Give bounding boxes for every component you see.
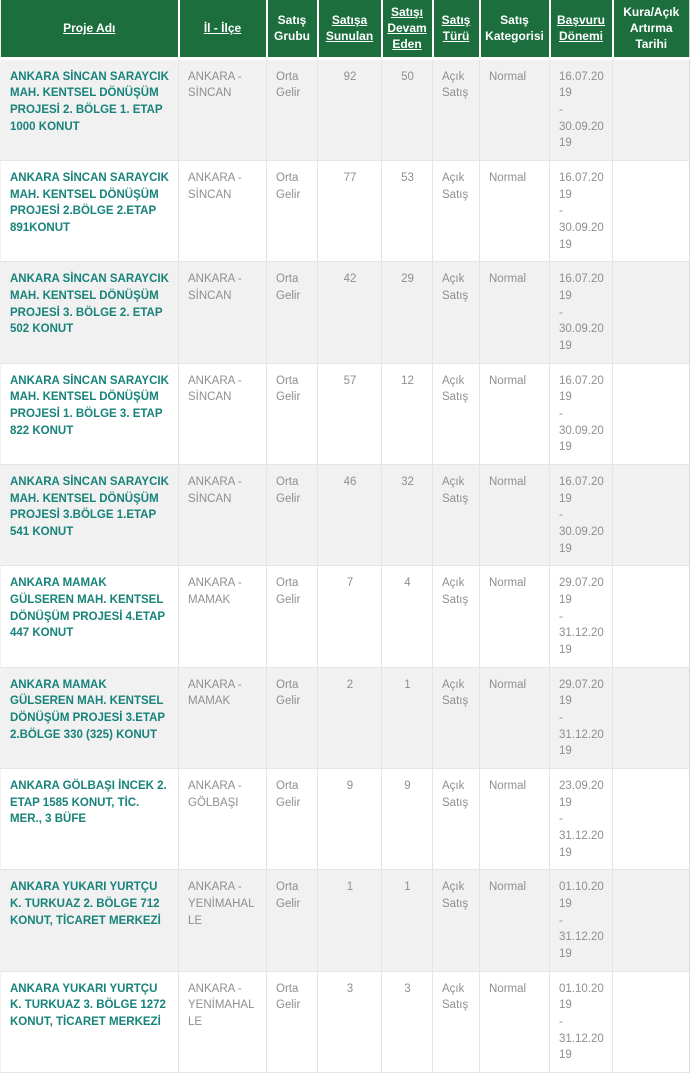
sales-group-cell: Orta Gelir (267, 58, 318, 160)
project-name-cell (1, 58, 179, 160)
lottery-date-cell (613, 58, 690, 160)
sales-type-cell: Açık Satış (433, 971, 480, 1072)
project-name-cell (1, 566, 179, 667)
project-link[interactable]: ANKARA SİNCAN SARAYCIK MAH. KENTSEL DÖNÜŞÜM PROJESİ 3. BÖLGE 2. ETAP 502 KONUT (10, 273, 169, 336)
column-header-basvuru-donemi (550, 0, 613, 58)
column-header-satisa-sunulan (318, 0, 382, 58)
project-name-cell (1, 667, 179, 768)
period-end-date: 31.12.2019 (559, 728, 604, 758)
column-header-satisi-devam-eden (382, 0, 433, 58)
sales-type-cell: Açık Satış (433, 58, 480, 160)
sales-group-cell: Orta Gelir (267, 870, 318, 971)
ongoing-count-cell: 29 (382, 262, 433, 363)
sales-type-cell: Açık Satış (433, 262, 480, 363)
project-name-cell (1, 769, 179, 870)
lottery-date-cell (613, 870, 690, 971)
application-period-cell (550, 262, 613, 363)
column-header-proje-adi (1, 0, 179, 58)
province-district-cell: ANKARA - GÖLBAŞI (179, 769, 267, 870)
sales-group-cell: Orta Gelir (267, 769, 318, 870)
period-end-date: 30.09.2019 (559, 526, 604, 555)
sales-category-cell: Normal (480, 262, 550, 363)
offered-count-cell: 57 (318, 363, 382, 464)
offered-count-cell: 1 (318, 870, 382, 971)
period-separator: - (559, 813, 563, 826)
label-satis-grubu: Satış Grubu (274, 13, 310, 44)
table-row (1, 971, 690, 1072)
province-district-cell: ANKARA - YENİMAHALLE (179, 971, 267, 1072)
ongoing-count-cell: 9 (382, 769, 433, 870)
project-link[interactable]: ANKARA YUKARI YURTÇU K. TURKUAZ 3. BÖLGE 1272 KONUT, TİCARET MERKEZİ (10, 982, 166, 1029)
project-name-cell (1, 160, 179, 261)
label-kura-tarihi: Kura/Açık Artırma Tarihi (623, 5, 680, 52)
ongoing-count-cell: 4 (382, 566, 433, 667)
lottery-date-cell (613, 160, 690, 261)
period-separator: - (559, 610, 563, 623)
sales-group-cell: Orta Gelir (267, 566, 318, 667)
sort-link-il-ilce[interactable]: İl - İlçe (203, 21, 242, 36)
province-district-cell: ANKARA - YENİMAHALLE (179, 870, 267, 971)
project-link[interactable]: ANKARA SİNCAN SARAYCIK MAH. KENTSEL DÖNÜŞÜM PROJESİ 2. BÖLGE 1. ETAP 1000 KONUT (10, 70, 169, 133)
column-header-kura-tarihi (613, 0, 690, 58)
sales-type-cell: Açık Satış (433, 769, 480, 870)
sales-category-cell: Normal (480, 870, 550, 971)
sales-group-cell: Orta Gelir (267, 160, 318, 261)
period-separator: - (559, 509, 563, 522)
lottery-date-cell (613, 465, 690, 566)
period-start-date: 16.07.2019 (559, 476, 604, 505)
project-name-cell (1, 262, 179, 363)
period-start-date: 16.07.2019 (559, 273, 604, 302)
sales-type-cell: Açık Satış (433, 566, 480, 667)
ongoing-count-cell: 12 (382, 363, 433, 464)
sales-category-cell: Normal (480, 363, 550, 464)
project-link[interactable]: ANKARA MAMAK GÜLSEREN MAH. KENTSEL DÖNÜŞÜM PROJESİ 4.ETAP 447 KONUT (10, 577, 165, 640)
column-header-il-ilce (179, 0, 267, 58)
project-link[interactable]: ANKARA YUKARI YURTÇU K. TURKUAZ 2. BÖLGE 712 KONUT, TİCARET MERKEZİ (10, 881, 161, 927)
offered-count-cell: 7 (318, 566, 382, 667)
application-period-cell (550, 465, 613, 566)
lottery-date-cell (613, 566, 690, 667)
period-separator: - (559, 914, 563, 927)
offered-count-cell: 42 (318, 262, 382, 363)
table-row (1, 465, 690, 566)
province-district-cell: ANKARA - SİNCAN (179, 58, 267, 160)
application-period-cell (550, 58, 613, 160)
sales-category-cell: Normal (480, 667, 550, 768)
lottery-date-cell (613, 971, 690, 1072)
offered-count-cell: 3 (318, 971, 382, 1072)
sales-group-cell: Orta Gelir (267, 971, 318, 1072)
period-end-date: 30.09.2019 (559, 120, 604, 150)
table-header (1, 0, 690, 58)
project-name-cell (1, 465, 179, 566)
sales-category-cell: Normal (480, 160, 550, 261)
sales-category-cell: Normal (480, 769, 550, 870)
table-header-row (1, 0, 690, 58)
sales-category-cell: Normal (480, 58, 550, 160)
offered-count-cell: 77 (318, 160, 382, 261)
province-district-cell: ANKARA - MAMAK (179, 566, 267, 667)
table-row (1, 262, 690, 363)
province-district-cell: ANKARA - SİNCAN (179, 160, 267, 261)
province-district-cell: ANKARA - SİNCAN (179, 262, 267, 363)
table-row (1, 363, 690, 464)
sales-group-cell: Orta Gelir (267, 667, 318, 768)
lottery-date-cell (613, 262, 690, 363)
period-end-date: 31.12.2019 (559, 627, 604, 657)
sales-group-cell: Orta Gelir (267, 363, 318, 464)
sort-link-basvuru-donemi[interactable]: Başvuru Dönemi (556, 13, 606, 44)
lottery-date-cell (613, 363, 690, 464)
province-district-cell: ANKARA - SİNCAN (179, 363, 267, 464)
application-period-cell (550, 870, 613, 971)
sales-type-cell: Açık Satış (433, 667, 480, 768)
table-row (1, 566, 690, 667)
application-period-cell (550, 667, 613, 768)
period-separator: - (559, 205, 563, 218)
column-header-satis-grubu (267, 0, 318, 58)
table-row (1, 769, 690, 870)
period-separator: - (559, 103, 563, 116)
project-link[interactable]: ANKARA MAMAK GÜLSEREN MAH. KENTSEL DÖNÜŞÜM PROJESİ 3.ETAP 2.BÖLGE 330 (325) KONUT (10, 678, 165, 741)
period-end-date: 30.09.2019 (559, 424, 604, 454)
label-satis-kategorisi: Satış Kategorisi (485, 13, 544, 44)
table-body (1, 58, 690, 1073)
project-link[interactable]: ANKARA SİNCAN SARAYCIK MAH. KENTSEL DÖNÜŞÜM PROJESİ 1. BÖLGE 3. ETAP 822 KONUT (10, 374, 169, 437)
sort-link-satisi-devam-eden[interactable]: Satışı Devam Eden (387, 5, 427, 52)
ongoing-count-cell: 3 (382, 971, 433, 1072)
lottery-date-cell (613, 667, 690, 768)
province-district-cell: ANKARA - SİNCAN (179, 465, 267, 566)
sales-category-cell: Normal (480, 566, 550, 667)
ongoing-count-cell: 50 (382, 58, 433, 160)
period-separator: - (559, 407, 563, 420)
sales-group-cell: Orta Gelir (267, 465, 318, 566)
ongoing-count-cell: 32 (382, 465, 433, 566)
project-link[interactable]: ANKARA SİNCAN SARAYCIK MAH. KENTSEL DÖNÜŞÜM PROJESİ 3.BÖLGE 1.ETAP 541 KONUT (10, 476, 169, 539)
project-link[interactable]: ANKARA SİNCAN SARAYCIK MAH. KENTSEL DÖNÜŞÜM PROJESİ 2.BÖLGE 2.ETAP 891KONUT (10, 171, 169, 234)
offered-count-cell: 9 (318, 769, 382, 870)
offered-count-cell: 46 (318, 465, 382, 566)
project-name-cell (1, 870, 179, 971)
table-row (1, 667, 690, 768)
application-period-cell (550, 363, 613, 464)
period-start-date: 16.07.2019 (559, 374, 604, 404)
period-end-date: 30.09.2019 (559, 323, 604, 352)
project-name-cell (1, 971, 179, 1072)
lottery-date-cell (613, 769, 690, 870)
application-period-cell (550, 160, 613, 261)
column-header-satis-turu (433, 0, 480, 58)
ongoing-count-cell: 1 (382, 870, 433, 971)
table-row (1, 160, 690, 261)
sales-type-cell: Açık Satış (433, 160, 480, 261)
period-end-date: 31.12.2019 (559, 931, 604, 961)
column-header-satis-kategorisi (480, 0, 550, 58)
sort-link-satis-turu[interactable]: Satış Türü (441, 13, 471, 44)
offered-count-cell: 2 (318, 667, 382, 768)
sort-link-satisa-sunulan[interactable]: Satışa Sunulan (325, 13, 374, 44)
application-period-cell (550, 566, 613, 667)
application-period-cell (550, 971, 613, 1072)
province-district-cell: ANKARA - MAMAK (179, 667, 267, 768)
table-row (1, 58, 690, 160)
period-separator: - (559, 712, 563, 725)
project-name-cell (1, 363, 179, 464)
sales-category-cell: Normal (480, 971, 550, 1072)
sales-category-cell: Normal (480, 465, 550, 566)
application-period-cell (550, 769, 613, 870)
period-end-date: 31.12.2019 (559, 1032, 604, 1062)
period-end-date: 31.12.2019 (559, 830, 604, 859)
period-separator: - (559, 306, 563, 319)
period-start-date: 29.07.2019 (559, 678, 604, 708)
period-start-date: 29.07.2019 (559, 577, 604, 607)
project-link[interactable]: ANKARA GÖLBAŞI İNCEK 2. ETAP 1585 KONUT, TİC. MER., 3 BÜFE (10, 780, 167, 826)
period-start-date: 23.09.2019 (559, 780, 604, 809)
ongoing-count-cell: 1 (382, 667, 433, 768)
offered-count-cell: 92 (318, 58, 382, 160)
table-row (1, 870, 690, 971)
sales-type-cell: Açık Satış (433, 870, 480, 971)
sales-type-cell: Açık Satış (433, 465, 480, 566)
period-separator: - (559, 1016, 563, 1029)
period-start-date: 16.07.2019 (559, 171, 604, 201)
ongoing-count-cell: 53 (382, 160, 433, 261)
sales-type-cell: Açık Satış (433, 363, 480, 464)
sales-group-cell: Orta Gelir (267, 262, 318, 363)
period-start-date: 01.10.2019 (559, 982, 604, 1012)
period-end-date: 30.09.2019 (559, 221, 604, 251)
period-start-date: 16.07.2019 (559, 70, 604, 100)
period-start-date: 01.10.2019 (559, 881, 604, 911)
sort-link-proje-adi[interactable]: Proje Adı (63, 21, 116, 36)
